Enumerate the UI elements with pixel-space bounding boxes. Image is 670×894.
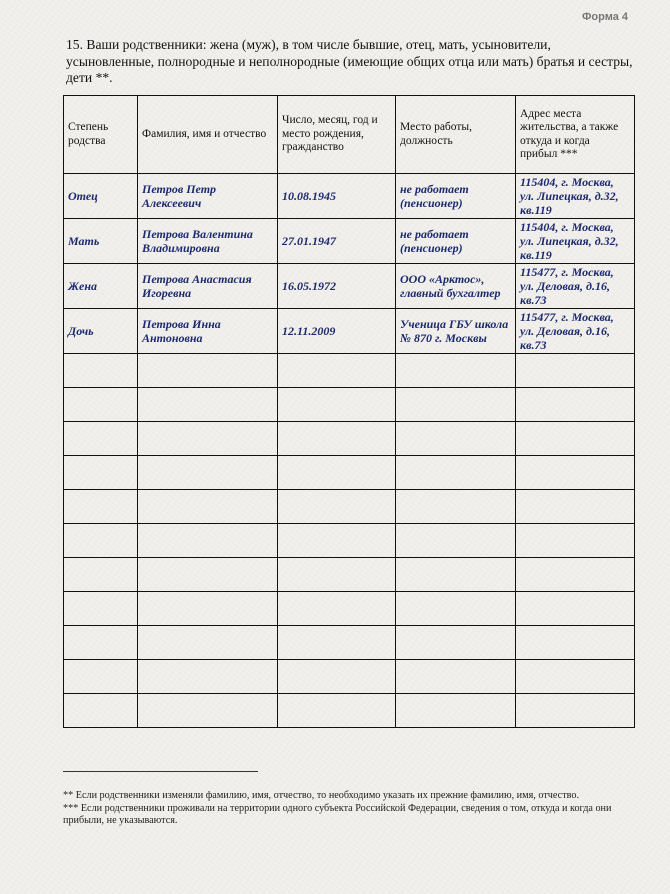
empty-cell: [64, 558, 138, 592]
empty-table-row: [64, 660, 635, 694]
cell-address: 115477, г. Москва, ул. Деловая, д.16, кв.73: [516, 309, 635, 354]
empty-cell: [278, 660, 396, 694]
cell-birth-date: 27.01.1947: [278, 219, 396, 264]
cell-address: 115477, г. Москва, ул. Деловая, д.16, кв.73: [516, 264, 635, 309]
cell-full-name: Петрова Инна Антоновна: [138, 309, 278, 354]
empty-cell: [516, 422, 635, 456]
empty-cell: [278, 490, 396, 524]
empty-cell: [516, 660, 635, 694]
empty-cell: [396, 456, 516, 490]
empty-cell: [64, 694, 138, 728]
empty-table-row: [64, 422, 635, 456]
table-header-row: [64, 96, 635, 174]
cell-full-name: Петрова Валентина Владимировна: [138, 219, 278, 264]
empty-cell: [278, 626, 396, 660]
empty-cell: [516, 558, 635, 592]
footnote-residence: *** Если родственники проживали на территории одного субъекта Российской Федерации, сведения о том, откуда и когда они прибыли, не указываются.: [63, 802, 612, 827]
cell-full-name: Петрова Анастасия Игоревна: [138, 264, 278, 309]
table-row: [64, 174, 635, 219]
empty-cell: [396, 490, 516, 524]
cell-relation: Отец: [64, 174, 138, 219]
empty-cell: [138, 490, 278, 524]
footnote-name-change: ** Если родственники изменяли фамилию, имя, отчество, то необходимо указать их прежние фамилию, имя, отчество.: [63, 790, 580, 801]
empty-cell: [278, 388, 396, 422]
header-workplace: Место работы, должность: [396, 96, 516, 174]
relatives-table: [63, 95, 635, 728]
empty-rows-group: [64, 354, 635, 728]
empty-cell: [396, 694, 516, 728]
empty-cell: [138, 592, 278, 626]
header-full-name: Фамилия, имя и отчество: [138, 96, 278, 174]
empty-table-row: [64, 694, 635, 728]
cell-relation: Дочь: [64, 309, 138, 354]
empty-cell: [138, 524, 278, 558]
cell-workplace: не работает (пенсионер): [396, 219, 516, 264]
empty-cell: [64, 626, 138, 660]
section-heading: 15. Ваши родственники: жена (муж), в том числе бывшие, отец, мать, усыновители, усыновленные, полнородные и неполнородные (имеющие общих отца или мать) братья и сестры, дети **.: [66, 37, 633, 85]
empty-cell: [138, 626, 278, 660]
empty-cell: [516, 626, 635, 660]
empty-table-row: [64, 388, 635, 422]
empty-cell: [64, 422, 138, 456]
empty-cell: [138, 694, 278, 728]
empty-table-row: [64, 524, 635, 558]
empty-cell: [64, 354, 138, 388]
header-birth-info: Число, месяц, год и место рождения, гражданство: [278, 96, 396, 174]
footnotes: [63, 790, 623, 828]
table-row: [64, 264, 635, 309]
empty-cell: [516, 592, 635, 626]
empty-cell: [396, 524, 516, 558]
footnote-separator: [63, 771, 258, 772]
cell-birth-date: 16.05.1972: [278, 264, 396, 309]
empty-cell: [396, 626, 516, 660]
header-address: Адрес места жительства, а также откуда и когда прибыл ***: [516, 96, 635, 174]
empty-cell: [278, 354, 396, 388]
empty-table-row: [64, 490, 635, 524]
empty-cell: [396, 558, 516, 592]
empty-cell: [516, 388, 635, 422]
cell-relation: Жена: [64, 264, 138, 309]
empty-cell: [138, 456, 278, 490]
empty-cell: [64, 524, 138, 558]
empty-cell: [278, 422, 396, 456]
empty-cell: [138, 388, 278, 422]
cell-address: 115404, г. Москва, ул. Липецкая, д.32, кв.119: [516, 219, 635, 264]
empty-cell: [396, 422, 516, 456]
empty-cell: [64, 456, 138, 490]
empty-cell: [396, 592, 516, 626]
cell-address: 115404, г. Москва, ул. Липецкая, д.32, кв.119: [516, 174, 635, 219]
cell-birth-date: 10.08.1945: [278, 174, 396, 219]
empty-cell: [396, 354, 516, 388]
empty-cell: [138, 660, 278, 694]
empty-table-row: [64, 456, 635, 490]
empty-cell: [278, 524, 396, 558]
cell-workplace: не работает (пенсионер): [396, 174, 516, 219]
form-number-label: Форма 4: [582, 11, 628, 23]
empty-cell: [64, 490, 138, 524]
cell-full-name: Петров Петр Алексеевич: [138, 174, 278, 219]
empty-cell: [138, 422, 278, 456]
empty-cell: [64, 388, 138, 422]
empty-cell: [396, 660, 516, 694]
cell-birth-date: 12.11.2009: [278, 309, 396, 354]
cell-workplace: Ученица ГБУ школа № 870 г. Москвы: [396, 309, 516, 354]
empty-cell: [516, 456, 635, 490]
empty-cell: [516, 354, 635, 388]
empty-cell: [278, 592, 396, 626]
table-row: [64, 309, 635, 354]
cell-relation: Мать: [64, 219, 138, 264]
empty-cell: [516, 524, 635, 558]
empty-cell: [396, 388, 516, 422]
empty-cell: [278, 456, 396, 490]
empty-cell: [64, 592, 138, 626]
empty-table-row: [64, 558, 635, 592]
empty-table-row: [64, 354, 635, 388]
table-row: [64, 219, 635, 264]
empty-table-row: [64, 626, 635, 660]
empty-cell: [278, 694, 396, 728]
empty-cell: [138, 354, 278, 388]
empty-cell: [138, 558, 278, 592]
empty-cell: [64, 660, 138, 694]
empty-cell: [278, 558, 396, 592]
cell-workplace: ООО «Арктос», главный бухгалтер: [396, 264, 516, 309]
empty-table-row: [64, 592, 635, 626]
header-relation-degree: Степень родства: [64, 96, 138, 174]
empty-cell: [516, 490, 635, 524]
empty-cell: [516, 694, 635, 728]
